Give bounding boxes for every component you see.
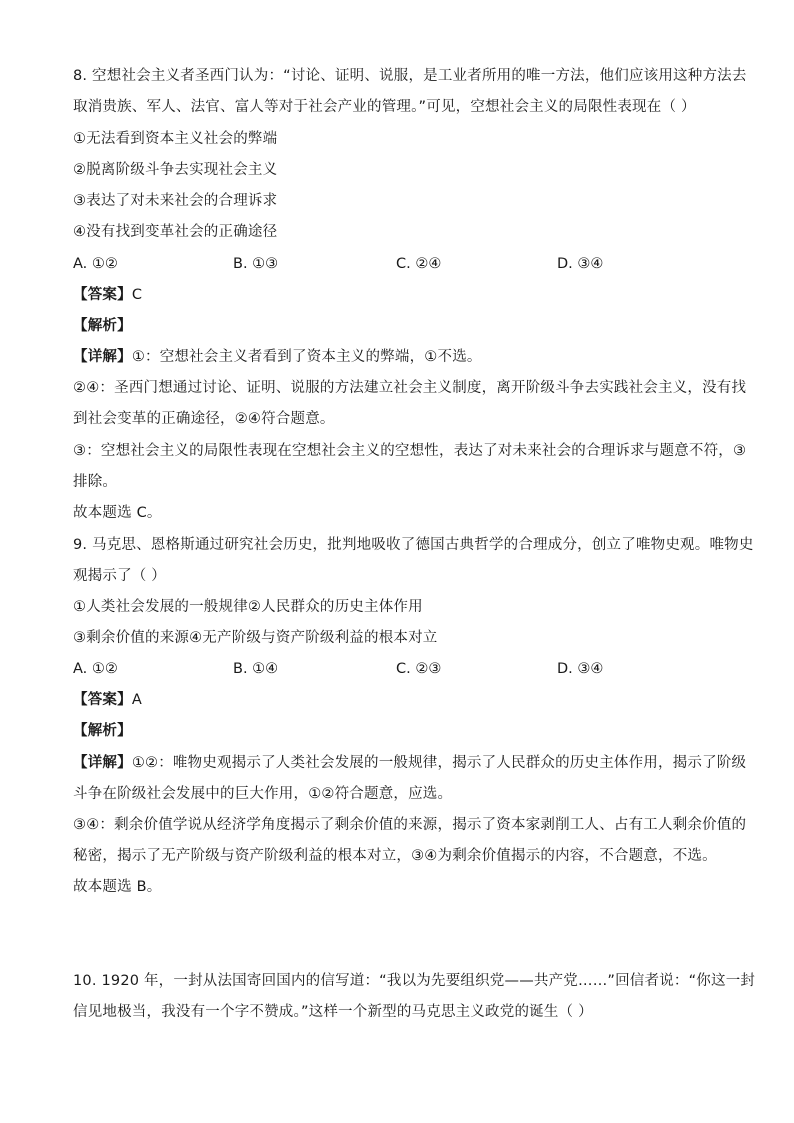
q9-detail-1-line-1: [73, 753, 746, 773]
answer-label: 【答案】: [73, 287, 132, 303]
q9-conclusion: 故本题选 B。: [73, 879, 162, 895]
q8-stem-line-2: 取消贵族、军人、法官、富人等对于社会产业的管理。”可见，空想社会主义的局限性表现在（ ）: [73, 99, 696, 115]
q9-option-d: D. ③④: [557, 661, 604, 677]
q8-detail-2-line-2: 到社会变革的正确途径，②④符合题意。: [73, 411, 335, 427]
analysis-label: 【解析】: [73, 723, 132, 739]
answer-value: A: [131, 692, 142, 708]
q10-stem-line-1: 10. 1920 年，一封从法国寄回国内的信写道：“我以为先要组织党——共产党……”回信者说：“你这一封: [73, 973, 756, 989]
q10-stem-line-2: 信见地极当，我没有一个字不赞成。”这样一个新型的马克思主义政党的诞生（ ）: [73, 1004, 593, 1020]
q9-answer: [73, 690, 142, 710]
q8-detail-3-line-1: ③：空想社会主义的局限性表现在空想社会主义的空想性，表达了对未来社会的合理诉求与题意不符，③: [73, 443, 747, 459]
q8-option-a: A. ①②: [73, 256, 118, 272]
q8-options: [73, 254, 733, 274]
q9-detail-2-line-1: ③④：剩余价值学说从经济学角度揭示了剩余价值的来源，揭示了资本家剥削工人、占有工人剩余价值的: [73, 817, 747, 833]
q8-option-b: B. ①③: [233, 256, 279, 272]
q9-stem-line-1: 9. 马克思、恩格斯通过研究社会历史，批判地吸收了德国古典哲学的合理成分，创立了唯物史观。唯物史: [73, 537, 754, 553]
q9-statement-line-1: ①人类社会发展的一般规律②人民群众的历史主体作用: [73, 599, 423, 615]
q9-option-c: C. ②③: [396, 661, 442, 677]
q9-option-a: A. ①②: [73, 661, 118, 677]
q9-analysis-heading: [73, 721, 132, 741]
q8-option-c: C. ②④: [396, 256, 442, 272]
q9-option-b: B. ①④: [233, 661, 279, 677]
q8-statement-1: ①无法看到资本主义社会的弊端: [73, 131, 278, 147]
q9-detail-1-text: ①②：唯物史观揭示了人类社会发展的一般规律，揭示了人民群众的历史主体作用，揭示了阶级: [131, 755, 747, 771]
q8-detail-1: [73, 347, 482, 367]
q9-detail-1-line-2: 斗争在阶级社会发展中的巨大作用，①②符合题意，应选。: [73, 786, 453, 802]
answer-label: 【答案】: [73, 692, 132, 708]
q8-statement-3: ③表达了对未来社会的合理诉求: [73, 193, 278, 209]
q9-statement-line-2: ③剩余价值的来源④无产阶级与资产阶级利益的根本对立: [73, 630, 438, 646]
q8-detail-2-line-1: ②④：圣西门想通过讨论、证明、说服的方法建立社会主义制度，离开阶级斗争去实践社会主义，没有找: [73, 380, 747, 396]
q8-conclusion: 故本题选 C。: [73, 505, 162, 521]
q8-detail-3-line-2: 排除。: [73, 474, 118, 490]
q8-analysis-heading: [73, 316, 132, 336]
detail-label: 【详解】: [73, 349, 132, 365]
q8-statement-2: ②脱离阶级斗争去实现社会主义: [73, 162, 278, 178]
answer-value: C: [131, 287, 143, 303]
q8-option-d: D. ③④: [557, 256, 604, 272]
q9-detail-2-line-2: 秘密，揭示了无产阶级与资产阶级利益的根本对立，③④为剩余价值揭示的内容，不合题意，不选。: [73, 848, 717, 864]
analysis-label: 【解析】: [73, 318, 132, 334]
q9-options: [73, 659, 733, 679]
detail-label: 【详解】: [73, 755, 132, 771]
q8-stem-line-1: 8. 空想社会主义者圣西门认为：“讨论、证明、说服，是工业者所用的唯一方法，他们应该用这种方法去: [73, 68, 747, 84]
q9-stem-line-2: 观揭示了（ ）: [73, 568, 167, 584]
q8-answer: [73, 285, 142, 305]
q8-detail-1-text: ①：空想社会主义者看到了资本主义的弊端，①不选。: [131, 349, 482, 365]
q8-statement-4: ④没有找到变革社会的正确途径: [73, 224, 278, 240]
